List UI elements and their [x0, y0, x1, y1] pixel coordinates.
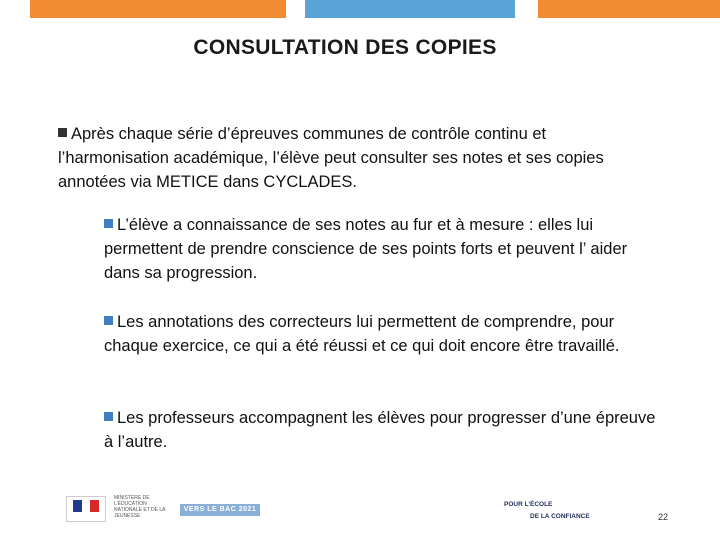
confiance-line1: POUR L’ÉCOLE [504, 501, 553, 508]
sub-bullet-text: Les professeurs accompagnent les élèves pour progresser d’une épreuve à l’autre. [104, 409, 656, 451]
square-bullet-icon [58, 128, 67, 137]
sub-bullet-1 [104, 213, 664, 285]
footer [0, 488, 720, 540]
stripe-orange-right [538, 0, 720, 18]
slide-title: CONSULTATION DES COPIES [193, 36, 497, 59]
square-bullet-icon [104, 219, 113, 228]
sub-bullet-text: Les annotations des correcteurs lui permettent de comprendre, pour chaque exercice, ce qui a été réussi et ce qui doit encore être travaillé. [104, 313, 620, 355]
republique-francaise-logo [66, 496, 106, 522]
page-number: 22 [658, 512, 669, 522]
bac-2021-badge: VERS LE BAC 2021 [180, 504, 260, 516]
square-bullet-icon [104, 412, 113, 421]
ecole-confiance-logo [500, 496, 594, 526]
confiance-line2: DE LA CONFIANCE [530, 513, 590, 520]
french-flag-icon [73, 500, 99, 512]
sub-bullet-2 [104, 310, 664, 358]
stripe-blue [305, 0, 515, 18]
stripe-orange-left [30, 0, 286, 18]
sub-bullet-3 [104, 406, 664, 454]
main-bullet [58, 122, 658, 194]
sub-bullet-text: L’élève a connaissance de ses notes au fur et à mesure : elles lui permettent de prendre conscience de ses points forts et peuvent l’ aider dans sa progression. [104, 216, 628, 282]
top-color-bar [0, 0, 720, 18]
square-bullet-icon [104, 316, 113, 325]
ministry-label: MINISTÈRE DE L’ÉDUCATION NATIONALE ET DE LA JEUNESSE [114, 495, 166, 519]
main-bullet-text: Après chaque série d’épreuves communes de contrôle continu et l’harmonisation académique, l’élève peut consulter ses notes et ses copies annotées via METICE dans CYCLADES. [58, 125, 604, 191]
